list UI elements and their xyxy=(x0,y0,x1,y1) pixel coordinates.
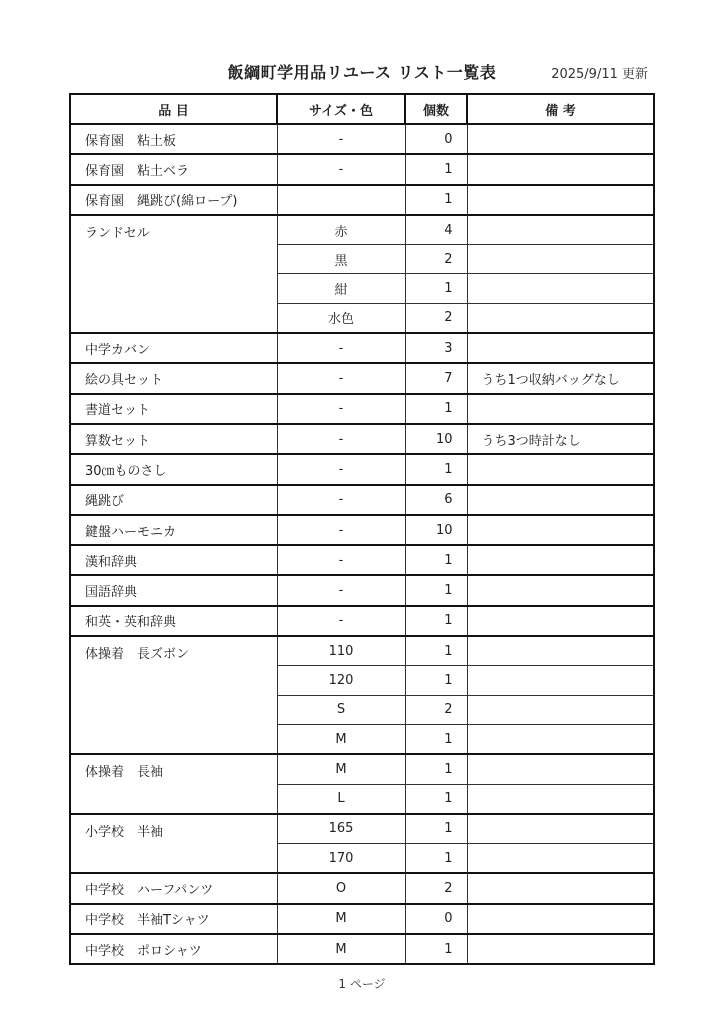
quantity-cell: 1 xyxy=(405,814,467,844)
item-name-cell: 体操着 長ズボン xyxy=(70,636,277,754)
notes-cell xyxy=(467,636,654,666)
quantity-cell: 1 xyxy=(405,934,467,964)
notes-cell xyxy=(467,724,654,754)
notes-cell xyxy=(467,245,654,274)
table-row xyxy=(70,545,654,575)
table-row xyxy=(70,154,654,184)
notes-cell xyxy=(467,575,654,605)
size-color-cell xyxy=(277,185,405,215)
quantity-cell: 1 xyxy=(405,844,467,874)
item-name-cell: 体操着 長袖 xyxy=(70,754,277,814)
size-color-cell: 赤 xyxy=(277,215,405,245)
notes-cell xyxy=(467,333,654,363)
size-color-cell: - xyxy=(277,515,405,545)
size-color-cell: - xyxy=(277,124,405,154)
notes-cell xyxy=(467,454,654,484)
notes-cell xyxy=(467,545,654,575)
item-name-cell: 中学カバン xyxy=(70,333,277,363)
table-row xyxy=(70,814,654,844)
notes-cell xyxy=(467,394,654,424)
size-color-cell: 水色 xyxy=(277,303,405,333)
table-row xyxy=(70,424,654,454)
size-color-cell: S xyxy=(277,695,405,724)
header-notes: 備 考 xyxy=(467,94,654,124)
item-name-cell: 保育園 粘土ベラ xyxy=(70,154,277,184)
size-color-cell: 165 xyxy=(277,814,405,844)
notes-cell xyxy=(467,814,654,844)
notes-cell xyxy=(467,873,654,903)
table-row xyxy=(70,363,654,393)
table-row xyxy=(70,333,654,363)
size-color-cell: M xyxy=(277,754,405,784)
header-item: 品 目 xyxy=(70,94,277,124)
quantity-cell: 1 xyxy=(405,454,467,484)
notes-cell xyxy=(467,154,654,184)
quantity-cell: 3 xyxy=(405,333,467,363)
quantity-cell: 7 xyxy=(405,363,467,393)
item-name-cell: 保育園 縄跳び(綿ロープ) xyxy=(70,185,277,215)
quantity-cell: 2 xyxy=(405,873,467,903)
reuse-list-table xyxy=(69,93,655,965)
notes-cell xyxy=(467,934,654,964)
header-size-color: サイズ・色 xyxy=(277,94,405,124)
notes-cell xyxy=(467,215,654,245)
size-color-cell: 170 xyxy=(277,844,405,874)
item-name-cell: 国語辞典 xyxy=(70,575,277,605)
size-color-cell: - xyxy=(277,545,405,575)
size-color-cell: - xyxy=(277,154,405,184)
size-color-cell: - xyxy=(277,606,405,636)
item-name-cell: 保育園 粘土板 xyxy=(70,124,277,154)
table-row xyxy=(70,485,654,515)
table-row xyxy=(70,575,654,605)
quantity-cell: 1 xyxy=(405,724,467,754)
item-name-cell: 和英・英和辞典 xyxy=(70,606,277,636)
quantity-cell: 0 xyxy=(405,904,467,934)
quantity-cell: 1 xyxy=(405,784,467,814)
size-color-cell: 120 xyxy=(277,666,405,695)
table-row xyxy=(70,394,654,424)
item-name-cell: 中学校 ポロシャツ xyxy=(70,934,277,964)
quantity-cell: 1 xyxy=(405,154,467,184)
table-row xyxy=(70,515,654,545)
quantity-cell: 1 xyxy=(405,666,467,695)
notes-cell xyxy=(467,124,654,154)
notes-cell xyxy=(467,515,654,545)
notes-cell xyxy=(467,485,654,515)
table-row xyxy=(70,934,654,964)
table-body xyxy=(70,124,654,964)
quantity-cell: 1 xyxy=(405,394,467,424)
item-name-cell: 算数セット xyxy=(70,424,277,454)
item-name-cell: 漢和辞典 xyxy=(70,545,277,575)
size-color-cell: M xyxy=(277,904,405,934)
quantity-cell: 4 xyxy=(405,215,467,245)
item-name-cell: 鍵盤ハーモニカ xyxy=(70,515,277,545)
quantity-cell: 6 xyxy=(405,485,467,515)
item-name-cell: 30㎝ものさし xyxy=(70,454,277,484)
notes-cell: うち3つ時計なし xyxy=(467,424,654,454)
table-row xyxy=(70,636,654,666)
size-color-cell: - xyxy=(277,333,405,363)
notes-cell xyxy=(467,606,654,636)
quantity-cell: 10 xyxy=(405,424,467,454)
notes-cell xyxy=(467,695,654,724)
size-color-cell: 黒 xyxy=(277,245,405,274)
notes-cell xyxy=(467,274,654,303)
table-row xyxy=(70,215,654,245)
item-name-cell: 小学校 半袖 xyxy=(70,814,277,874)
quantity-cell: 1 xyxy=(405,754,467,784)
size-color-cell: M xyxy=(277,724,405,754)
notes-cell xyxy=(467,303,654,333)
notes-cell xyxy=(467,844,654,874)
size-color-cell: - xyxy=(277,424,405,454)
quantity-cell: 1 xyxy=(405,185,467,215)
quantity-cell: 1 xyxy=(405,274,467,303)
notes-cell: うち1つ収納バッグなし xyxy=(467,363,654,393)
size-color-cell: L xyxy=(277,784,405,814)
quantity-cell: 1 xyxy=(405,575,467,605)
table-row xyxy=(70,873,654,903)
item-name-cell: 中学校 ハーフパンツ xyxy=(70,873,277,903)
table-row xyxy=(70,185,654,215)
item-name-cell: 絵の具セット xyxy=(70,363,277,393)
table-row xyxy=(70,754,654,784)
item-name-cell: 縄跳び xyxy=(70,485,277,515)
size-color-cell: - xyxy=(277,394,405,424)
table-row xyxy=(70,124,654,154)
item-name-cell: 中学校 半袖Tシャツ xyxy=(70,904,277,934)
size-color-cell: - xyxy=(277,575,405,605)
size-color-cell: 紺 xyxy=(277,274,405,303)
quantity-cell: 10 xyxy=(405,515,467,545)
item-name-cell: ランドセル xyxy=(70,215,277,333)
size-color-cell: M xyxy=(277,934,405,964)
quantity-cell: 2 xyxy=(405,303,467,333)
quantity-cell: 1 xyxy=(405,545,467,575)
table-row xyxy=(70,904,654,934)
table-row xyxy=(70,454,654,484)
notes-cell xyxy=(467,904,654,934)
table-header-row xyxy=(70,94,654,124)
size-color-cell: 110 xyxy=(277,636,405,666)
page-number: 1 ページ xyxy=(338,977,386,991)
size-color-cell: O xyxy=(277,873,405,903)
notes-cell xyxy=(467,784,654,814)
size-color-cell: - xyxy=(277,485,405,515)
item-name-cell: 書道セット xyxy=(70,394,277,424)
notes-cell xyxy=(467,754,654,784)
size-color-cell: - xyxy=(277,454,405,484)
page-title: 飯綱町学用品リユース リスト一覧表 xyxy=(227,63,497,82)
table-row xyxy=(70,606,654,636)
updated-date: 2025/9/11 更新 xyxy=(551,67,648,82)
notes-cell xyxy=(467,185,654,215)
quantity-cell: 1 xyxy=(405,606,467,636)
quantity-cell: 0 xyxy=(405,124,467,154)
size-color-cell: - xyxy=(277,363,405,393)
header-quantity: 個数 xyxy=(405,94,467,124)
quantity-cell: 1 xyxy=(405,636,467,666)
notes-cell xyxy=(467,666,654,695)
quantity-cell: 2 xyxy=(405,695,467,724)
quantity-cell: 2 xyxy=(405,245,467,274)
